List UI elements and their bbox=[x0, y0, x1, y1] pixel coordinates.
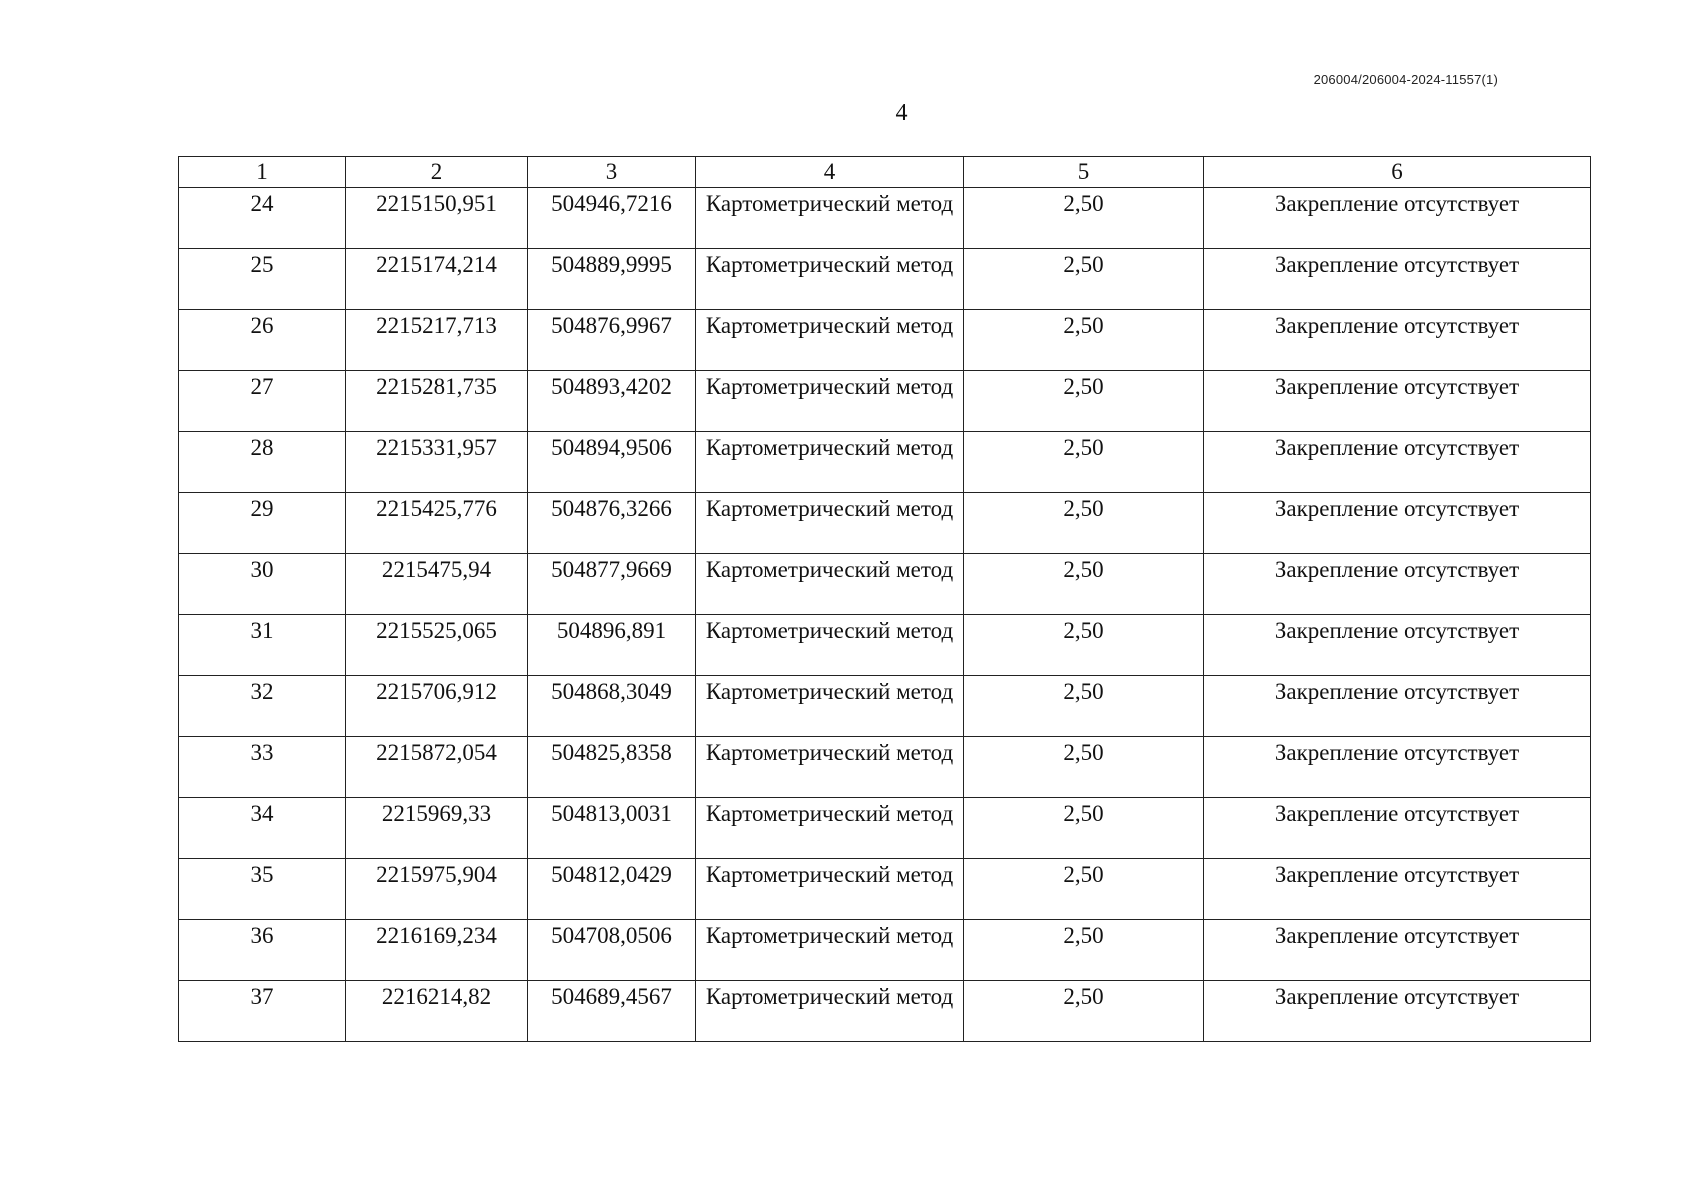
x-coordinate-cell: 2216169,234 bbox=[346, 920, 528, 981]
method-cell: Картометрический метод bbox=[696, 432, 964, 493]
table-row bbox=[179, 615, 1591, 676]
point-number-cell: 30 bbox=[179, 554, 346, 615]
method-cell: Картометрический метод bbox=[696, 310, 964, 371]
point-number-cell: 36 bbox=[179, 920, 346, 981]
method-cell: Картометрический метод bbox=[696, 371, 964, 432]
column-header-6: 6 bbox=[1204, 157, 1591, 188]
y-coordinate-cell: 504894,9506 bbox=[528, 432, 696, 493]
x-coordinate-cell: 2215706,912 bbox=[346, 676, 528, 737]
fixing-description-cell: Закрепление отсутствует bbox=[1204, 249, 1591, 310]
fixing-description-cell: Закрепление отсутствует bbox=[1204, 188, 1591, 249]
accuracy-cell: 2,50 bbox=[964, 310, 1204, 371]
y-coordinate-cell: 504689,4567 bbox=[528, 981, 696, 1042]
y-coordinate-cell: 504893,4202 bbox=[528, 371, 696, 432]
point-number-cell: 26 bbox=[179, 310, 346, 371]
accuracy-cell: 2,50 bbox=[964, 249, 1204, 310]
y-coordinate-cell: 504877,9669 bbox=[528, 554, 696, 615]
x-coordinate-cell: 2215150,951 bbox=[346, 188, 528, 249]
method-cell: Картометрический метод bbox=[696, 493, 964, 554]
column-header-3: 3 bbox=[528, 157, 696, 188]
point-number-cell: 24 bbox=[179, 188, 346, 249]
accuracy-cell: 2,50 bbox=[964, 676, 1204, 737]
method-cell: Картометрический метод bbox=[696, 676, 964, 737]
x-coordinate-cell: 2215872,054 bbox=[346, 737, 528, 798]
fixing-description-cell: Закрепление отсутствует bbox=[1204, 493, 1591, 554]
point-number-cell: 29 bbox=[179, 493, 346, 554]
fixing-description-cell: Закрепление отсутствует bbox=[1204, 737, 1591, 798]
accuracy-cell: 2,50 bbox=[964, 493, 1204, 554]
table-row bbox=[179, 371, 1591, 432]
point-number-cell: 28 bbox=[179, 432, 346, 493]
point-number-cell: 27 bbox=[179, 371, 346, 432]
table-row bbox=[179, 859, 1591, 920]
fixing-description-cell: Закрепление отсутствует bbox=[1204, 920, 1591, 981]
x-coordinate-cell: 2215174,214 bbox=[346, 249, 528, 310]
point-number-cell: 35 bbox=[179, 859, 346, 920]
x-coordinate-cell: 2215281,735 bbox=[346, 371, 528, 432]
y-coordinate-cell: 504946,7216 bbox=[528, 188, 696, 249]
point-number-cell: 37 bbox=[179, 981, 346, 1042]
accuracy-cell: 2,50 bbox=[964, 798, 1204, 859]
point-number-cell: 32 bbox=[179, 676, 346, 737]
table-row bbox=[179, 310, 1591, 371]
x-coordinate-cell: 2216214,82 bbox=[346, 981, 528, 1042]
x-coordinate-cell: 2215969,33 bbox=[346, 798, 528, 859]
table-row bbox=[179, 188, 1591, 249]
page-number: 4 bbox=[895, 100, 908, 126]
x-coordinate-cell: 2215525,065 bbox=[346, 615, 528, 676]
fixing-description-cell: Закрепление отсутствует bbox=[1204, 859, 1591, 920]
accuracy-cell: 2,50 bbox=[964, 981, 1204, 1042]
y-coordinate-cell: 504825,8358 bbox=[528, 737, 696, 798]
table-row bbox=[179, 249, 1591, 310]
fixing-description-cell: Закрепление отсутствует bbox=[1204, 371, 1591, 432]
method-cell: Картометрический метод bbox=[696, 920, 964, 981]
method-cell: Картометрический метод bbox=[696, 554, 964, 615]
accuracy-cell: 2,50 bbox=[964, 920, 1204, 981]
table-row bbox=[179, 920, 1591, 981]
y-coordinate-cell: 504889,9995 bbox=[528, 249, 696, 310]
table-row bbox=[179, 981, 1591, 1042]
table-row bbox=[179, 493, 1591, 554]
method-cell: Картометрический метод bbox=[696, 859, 964, 920]
fixing-description-cell: Закрепление отсутствует bbox=[1204, 554, 1591, 615]
method-cell: Картометрический метод bbox=[696, 981, 964, 1042]
point-number-cell: 31 bbox=[179, 615, 346, 676]
method-cell: Картометрический метод bbox=[696, 798, 964, 859]
accuracy-cell: 2,50 bbox=[964, 737, 1204, 798]
y-coordinate-cell: 504876,9967 bbox=[528, 310, 696, 371]
accuracy-cell: 2,50 bbox=[964, 859, 1204, 920]
table-row bbox=[179, 798, 1591, 859]
table-row bbox=[179, 676, 1591, 737]
y-coordinate-cell: 504812,0429 bbox=[528, 859, 696, 920]
accuracy-cell: 2,50 bbox=[964, 615, 1204, 676]
y-coordinate-cell: 504868,3049 bbox=[528, 676, 696, 737]
y-coordinate-cell: 504876,3266 bbox=[528, 493, 696, 554]
table-row bbox=[179, 737, 1591, 798]
x-coordinate-cell: 2215425,776 bbox=[346, 493, 528, 554]
column-header-5: 5 bbox=[964, 157, 1204, 188]
fixing-description-cell: Закрепление отсутствует bbox=[1204, 310, 1591, 371]
point-number-cell: 25 bbox=[179, 249, 346, 310]
fixing-description-cell: Закрепление отсутствует bbox=[1204, 981, 1591, 1042]
method-cell: Картометрический метод bbox=[696, 737, 964, 798]
x-coordinate-cell: 2215217,713 bbox=[346, 310, 528, 371]
coordinates-table bbox=[178, 156, 1591, 1042]
point-number-cell: 33 bbox=[179, 737, 346, 798]
accuracy-cell: 2,50 bbox=[964, 371, 1204, 432]
fixing-description-cell: Закрепление отсутствует bbox=[1204, 615, 1591, 676]
method-cell: Картометрический метод bbox=[696, 249, 964, 310]
table-body bbox=[179, 188, 1591, 1042]
x-coordinate-cell: 2215331,957 bbox=[346, 432, 528, 493]
accuracy-cell: 2,50 bbox=[964, 554, 1204, 615]
table-row bbox=[179, 432, 1591, 493]
y-coordinate-cell: 504813,0031 bbox=[528, 798, 696, 859]
fixing-description-cell: Закрепление отсутствует bbox=[1204, 432, 1591, 493]
accuracy-cell: 2,50 bbox=[964, 432, 1204, 493]
y-coordinate-cell: 504708,0506 bbox=[528, 920, 696, 981]
table-row bbox=[179, 554, 1591, 615]
fixing-description-cell: Закрепление отсутствует bbox=[1204, 676, 1591, 737]
method-cell: Картометрический метод bbox=[696, 188, 964, 249]
column-header-4: 4 bbox=[696, 157, 964, 188]
point-number-cell: 34 bbox=[179, 798, 346, 859]
y-coordinate-cell: 504896,891 bbox=[528, 615, 696, 676]
document-id: 206004/206004-2024-11557(1) bbox=[1313, 72, 1498, 87]
x-coordinate-cell: 2215975,904 bbox=[346, 859, 528, 920]
table-header-row bbox=[179, 157, 1591, 188]
accuracy-cell: 2,50 bbox=[964, 188, 1204, 249]
column-header-1: 1 bbox=[179, 157, 346, 188]
method-cell: Картометрический метод bbox=[696, 615, 964, 676]
fixing-description-cell: Закрепление отсутствует bbox=[1204, 798, 1591, 859]
column-header-2: 2 bbox=[346, 157, 528, 188]
x-coordinate-cell: 2215475,94 bbox=[346, 554, 528, 615]
